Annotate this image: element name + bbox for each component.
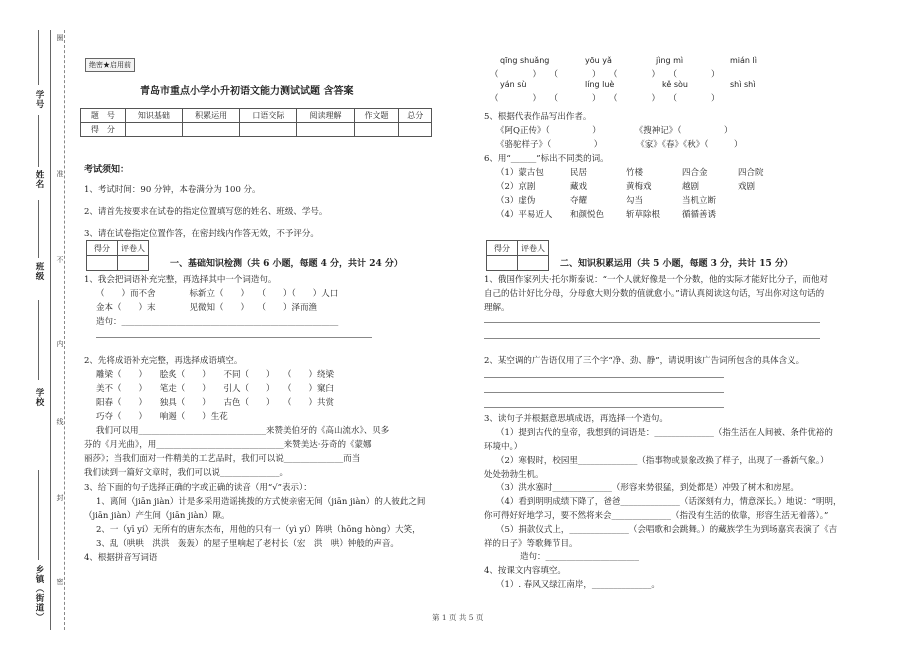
s2-q3-item[interactable]: （2）寒假时，校园里______________（指事物或景象改换了样子，出现了一番新气象。）	[496, 456, 829, 466]
margin-char-5: 线	[56, 418, 64, 426]
score-table	[80, 108, 432, 137]
score-cell[interactable]	[240, 123, 297, 137]
name-field[interactable]	[38, 115, 39, 167]
grader-reviewer-cell[interactable]	[518, 256, 549, 271]
s1-q2-row: 阳春（ ） 独具（ ） 古色（ ） （ ）共赏	[96, 398, 335, 408]
q6-cell[interactable]: （3）虚伪	[496, 196, 536, 206]
pinyin: yán sù	[500, 80, 527, 89]
page-title: 青岛市重点小学小升初语文能力测试试题 含答案	[140, 86, 354, 97]
s2-q3-item[interactable]: （1）提到古代的皇帝，我想到的词语是：______________（指生活在人间被、条件优裕的	[496, 428, 833, 438]
s1-q4: 4、根据拼音写词语	[84, 553, 158, 563]
class-field[interactable]	[38, 200, 39, 258]
s2-q3-item: 环境中。）	[484, 442, 523, 452]
pinyin: qīng shuǎng	[500, 56, 550, 65]
q6-cell[interactable]: 民居	[570, 168, 588, 178]
s1-q2-fill[interactable]: 芬的《月光曲》，用______________________________来赞美达·芬奇的《蒙娜	[84, 440, 372, 450]
pinyin-answer-row[interactable]: （ ） （ ） （ ） （ ）	[490, 70, 720, 80]
pinyin: kě sòu	[662, 80, 688, 89]
score-header-cell: 作文题	[354, 109, 399, 123]
q6-cell[interactable]: 戏剧	[738, 182, 756, 192]
section2-title: 二、知识积累运用（共 5 小题，每题 3 分，共计 15 分）	[560, 259, 793, 269]
s1-q3-line: 3、乱（哄哄 洪洪 轰轰）的屋子里响起了老村长（宏 洪 哄）钟般的声音。	[96, 539, 399, 549]
q6-cell[interactable]: 藏戏	[570, 182, 588, 192]
q5-line[interactable]: 《骆驼样子》（ ） 《家》《春》《秋》（ ）	[496, 140, 743, 150]
answer-line[interactable]	[96, 337, 372, 338]
answer-line[interactable]	[484, 322, 820, 323]
s1-q2-row: 巧夺（ ） 响遏（ ）生花	[96, 412, 228, 422]
q6-cell[interactable]: 循循善诱	[682, 210, 717, 220]
q6-cell[interactable]: （2）京剧	[496, 182, 536, 192]
margin-char-4: 内	[56, 340, 64, 348]
q5: 5、根据代表作品写出作者。	[484, 112, 592, 122]
pinyin: yōu yǎ	[585, 56, 612, 65]
answer-line[interactable]	[484, 392, 724, 393]
pinyin-answer-row[interactable]: （ ） （ ） （ ） （ ）	[490, 94, 720, 104]
district-label: 乡镇（街道）	[34, 565, 44, 622]
score-header-cell: 口语交际	[240, 109, 297, 123]
margin-char-1: 圈	[56, 34, 64, 42]
notice-item: 1、考试时间：90 分钟，本卷满分为 100 分。	[84, 185, 261, 195]
grader-score-label: 得分	[487, 241, 518, 256]
s1-q2-fill[interactable]: 我们可以用______________________________来赞美伯牙的《高山流水》、贝多	[96, 426, 390, 436]
q6-cell[interactable]: 越剧	[682, 182, 700, 192]
s1-q1: 1、我会把词语补充完整，再选择其中一个词造句。	[84, 275, 277, 285]
s2-q1: 1、俄国作家列夫·托尔斯泰说：“一个人就好像是一个分数，他的实际才能好比分子，而他对	[484, 275, 828, 285]
q6-cell[interactable]: （1）蒙古包	[496, 168, 544, 178]
margin-char-6: 封	[56, 494, 64, 502]
score-cell[interactable]	[183, 123, 240, 137]
grader-reviewer-label: 评卷人	[118, 241, 149, 256]
score-cell[interactable]	[354, 123, 399, 137]
answer-line[interactable]	[484, 377, 724, 378]
confidential-badge: 绝密★启用前	[85, 58, 135, 72]
grader-reviewer-label: 评卷人	[518, 241, 549, 256]
score-table-header-row	[81, 109, 432, 123]
s1-q1-sentence[interactable]: 造句：___________________________________________________	[96, 317, 339, 327]
s1-q2-fill[interactable]: 我们读到一篇好文章时，我们可以说______________。	[84, 468, 289, 478]
s2-q3-item[interactable]: （5）捐款仪式上，______________（会唱歌和会跳舞。）的藏族学生为到场嘉宾表演了《吉	[496, 525, 838, 535]
grader-score-cell[interactable]	[487, 256, 518, 271]
page-footer: 第 1 页 共 5 页	[432, 613, 484, 622]
margin-char-7: 密	[56, 578, 64, 586]
s2-q4: 4、按课文内容填空。	[484, 566, 566, 576]
score-row-label: 得 分	[81, 123, 126, 137]
answer-line[interactable]	[484, 338, 820, 339]
s2-q2: 2、某空调的广告语仅用了三个字“净、劲、静”，请说明该广告词所包含的具体含义。	[484, 356, 805, 366]
q6-cell[interactable]: 当机立断	[682, 196, 717, 206]
score-header-cell: 阅读理解	[297, 109, 354, 123]
score-header-cell: 总分	[399, 109, 432, 123]
binding-line	[50, 30, 51, 630]
s1-q2: 2、先将成语补充完整，再选择成语填空。	[84, 356, 243, 366]
s1-q3: 3、给下面的句子选择正确的字或正确的读音（用“√”表示）：	[84, 483, 312, 493]
pinyin: shì shì	[730, 80, 756, 89]
s1-q1-row2: 金本（ ）末 见微知（ ） （ ）泽而渔	[96, 303, 318, 313]
grader-reviewer-cell[interactable]	[118, 256, 149, 271]
q6-cell[interactable]: （4）平易近人	[496, 210, 553, 220]
margin-char-2: 准	[56, 170, 64, 178]
pinyin: jìng mì	[656, 56, 684, 65]
student-id-field[interactable]	[38, 30, 39, 85]
grader-score-cell[interactable]	[87, 256, 118, 271]
grader-box-2	[486, 240, 549, 271]
s2-q3: 3、读句子并根据意思填成语，再选择一个造句。	[484, 414, 668, 424]
score-header-cell: 题 号	[81, 109, 126, 123]
notice-heading: 考试须知：	[84, 165, 130, 175]
pinyin: mián lì	[730, 56, 757, 65]
school-label: 学校	[34, 388, 44, 407]
s2-q3-item[interactable]: （4）看到明明成绩下降了，爸爸______________（话深刻有力，情意深长。）地说：“明明，	[496, 497, 842, 507]
score-header-cell: 知识基础	[125, 109, 182, 123]
name-label: 姓名	[34, 170, 44, 189]
score-header-cell: 积累运用	[183, 109, 240, 123]
grader-box-1	[86, 240, 149, 271]
s1-q2-row: 美不（ ） 笔走（ ） 引人（ ） （ ）窠臼	[96, 384, 335, 394]
score-cell[interactable]	[399, 123, 432, 137]
district-field[interactable]	[38, 470, 39, 560]
pinyin: líng luè	[585, 80, 615, 89]
q6-cell[interactable]: 勾当	[626, 196, 644, 206]
s1-q2-fill[interactable]: 丽莎》；当我们面对一件精美的工艺品时，我们可以说______________而当	[84, 454, 361, 464]
notice-item: 2、请首先按要求在试卷的指定位置填写您的姓名、班级、学号。	[84, 207, 328, 217]
q5-line[interactable]: 《阿Q正传》（ ） 《搜神记》（ ）	[496, 126, 733, 136]
s2-q4-item[interactable]: （1）. 春风又绿江南岸，______________。	[496, 580, 660, 590]
s1-q3-line: （jiān jiàn）产生间（jiān jiàn）隙。	[84, 511, 230, 521]
s1-q3-line: 1、离间（jiān jiàn）计是多采用造谣挑拨的方式使亲密无间（jiān jiàn）的人彼此之间	[96, 497, 426, 507]
q6-cell[interactable]: 和颜悦色	[570, 210, 605, 220]
school-field[interactable]	[38, 300, 39, 380]
s1-q3-line: 2、一（yī yí）无所有的唐东杰布，用他的只有一（yì yí）阵哄（hōng hòng）大笑，	[96, 525, 421, 535]
s2-q3-item[interactable]: 你可得好好地学习，要不然将来会______________（指没有生活的依靠，形容生活无着落）。”	[484, 511, 829, 521]
q6-cell[interactable]: 斩草除根	[626, 210, 661, 220]
q6-cell[interactable]: 夺耀	[570, 196, 588, 206]
s1-q1-row1: （ ）而不舍 标新立（ ） （ ）（ ）人口	[96, 289, 339, 299]
s2-q1: 理解。	[484, 303, 510, 313]
s2-q3-make-sentence[interactable]: 造句：______________________	[520, 552, 640, 562]
q6: 6、用“______”标出不同类的词。	[484, 154, 609, 164]
score-cell[interactable]	[125, 123, 182, 137]
s2-q3-item: 处处勃勃生机。	[484, 470, 544, 480]
s2-q3-item: 祥的日子》等歌舞节目。	[484, 539, 578, 549]
class-label: 班级	[34, 262, 44, 281]
score-table-score-row	[81, 123, 432, 137]
s2-q3-item[interactable]: （3）洪水塞时______________（形容来势很猛，到处都是）冲毁了树木和房屋。	[496, 483, 799, 493]
binding-dash	[64, 30, 65, 630]
q6-cell[interactable]: 四合金	[682, 168, 708, 178]
q6-cell[interactable]: 竹楼	[626, 168, 644, 178]
q6-cell[interactable]: 四合院	[738, 168, 764, 178]
score-cell[interactable]	[297, 123, 354, 137]
q6-cell[interactable]: 黄梅戏	[626, 182, 652, 192]
s2-q1: 自己的估计好比分母，分母愈大则分数的值就愈小。”请认真阅读这句话，写出你对这句话的	[484, 289, 825, 299]
section1-title: 一、基础知识检测（共 6 小题，每题 4 分，共计 24 分）	[170, 259, 403, 269]
margin-char-3: 不	[56, 256, 64, 264]
answer-line[interactable]	[484, 407, 724, 408]
student-id-label: 学号	[34, 90, 44, 109]
notice-item: 3、请在试卷指定位置作答，在密封线内作答无效，不予评分。	[84, 229, 319, 239]
s1-q2-row: 雕梁（ ） 脍炙（ ） 不同（ ） （ ）绕梁	[96, 370, 335, 380]
grader-score-label: 得分	[87, 241, 118, 256]
